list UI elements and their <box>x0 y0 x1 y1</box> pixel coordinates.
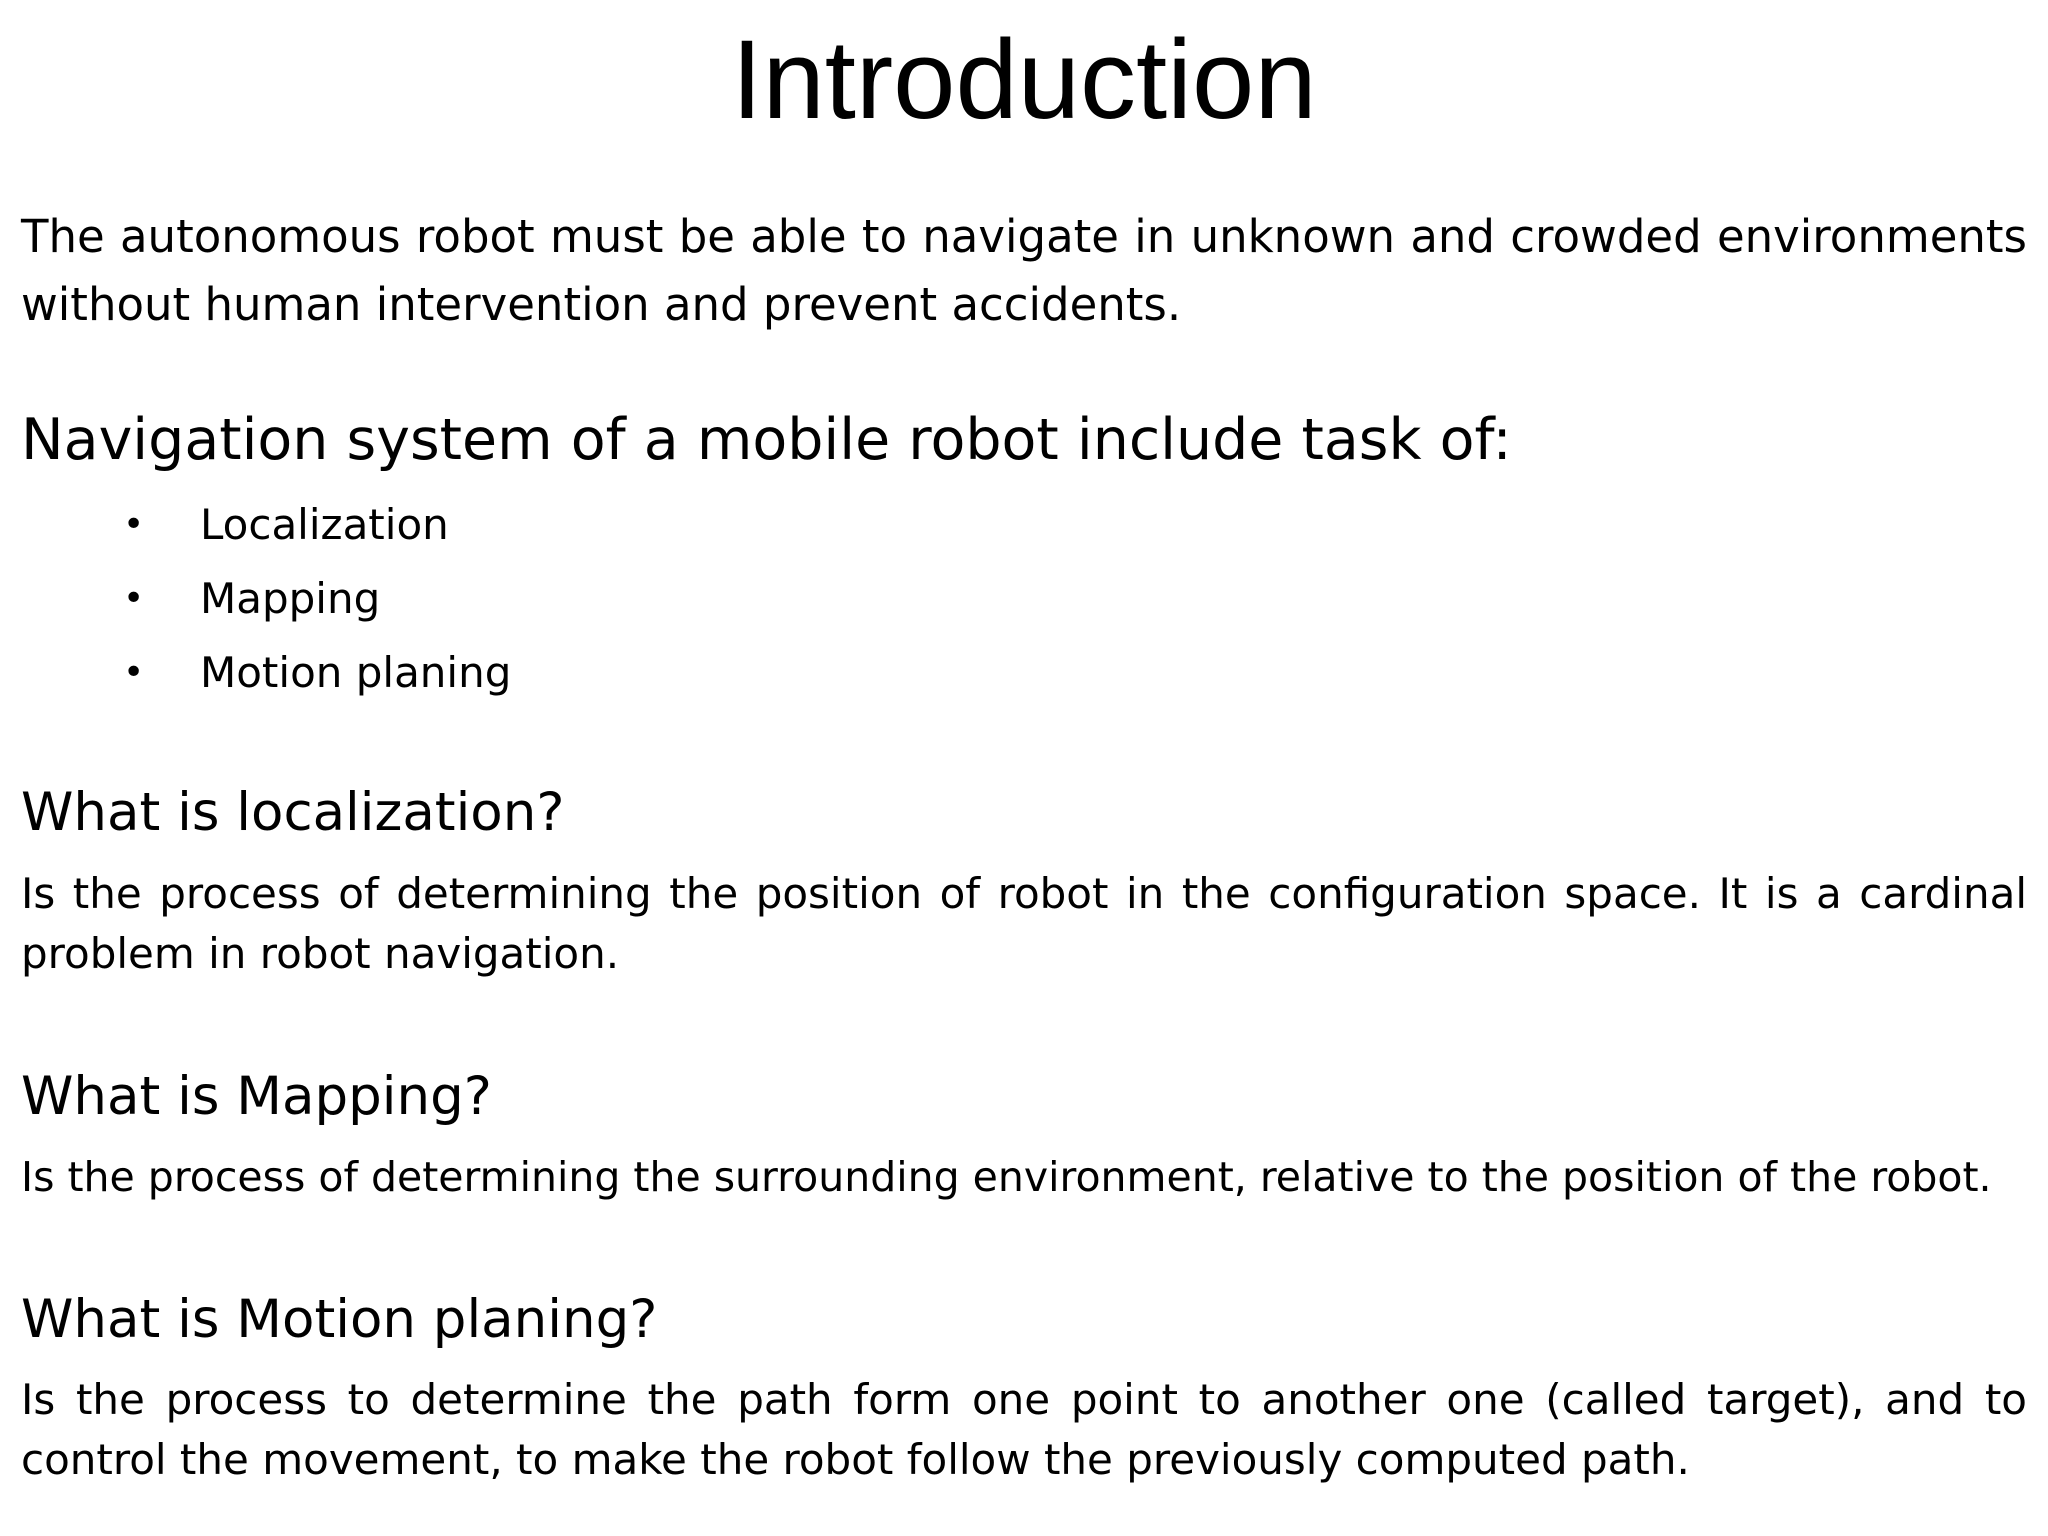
question-motion-planing: What is Motion planing? <box>21 1289 658 1350</box>
answer-mapping: Is the process of determining the surrounding environment, relative to the position of the robot. <box>21 1153 1992 1201</box>
bullet-icon: • <box>123 504 145 545</box>
task-label-motion-planing: Motion planing <box>200 648 512 697</box>
slide-title: Introduction <box>731 17 1317 142</box>
question-mapping: What is Mapping? <box>21 1066 492 1127</box>
navigation-heading: Navigation system of a mobile robot include task of: <box>21 407 1512 473</box>
answer-motion-planing: Is the process to determine the path form one point to another one (called target), and to control the movement, to make the robot follow the previously computed path. <box>21 1375 2027 1484</box>
answer-localization: Is the process of determining the position of robot in the configuration space. It is a cardinal problem in robot navigation. <box>21 869 2027 978</box>
intro-paragraph: The autonomous robot must be able to navigate in unknown and crowded environments without human intervention and prevent accidents. <box>21 210 2027 331</box>
bullet-icon: • <box>123 578 145 619</box>
task-label-mapping: Mapping <box>200 574 381 623</box>
bullet-icon: • <box>123 652 145 693</box>
question-localization: What is localization? <box>21 782 565 843</box>
task-label-localization: Localization <box>200 500 449 549</box>
